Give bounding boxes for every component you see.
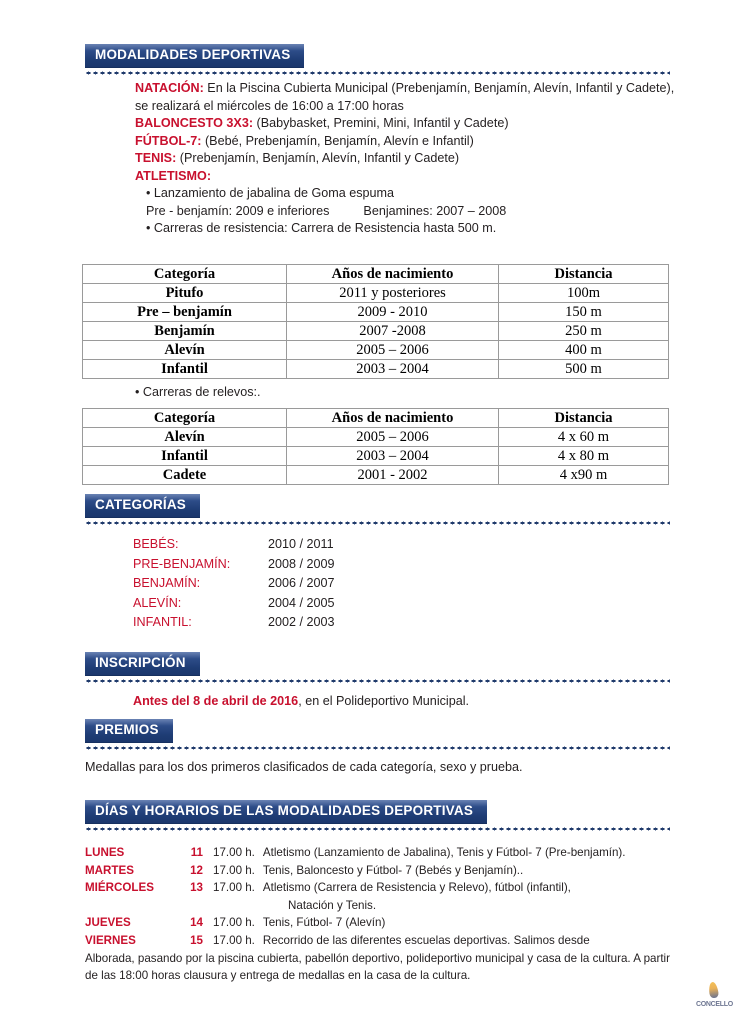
modalidad-natacion (135, 80, 680, 115)
cell-anos: 2005 – 2006 (287, 428, 499, 447)
schedule-description: Recorrido de las diferentes escuelas deportivas. Salimos desde (262, 933, 590, 947)
section-banner-premios: PREMIOS (85, 719, 173, 743)
schedule-description: Tenis, Fútbol- 7 (Alevín) (262, 916, 386, 930)
modalidad-text: En la Piscina Cubierta Municipal (Prebenjamín, Benjamín, Alevín, Infantil y Cadete), se realizará el miércoles de 16:00 a 17:00 horas (135, 81, 675, 113)
schedule-time: 17.00 h. (213, 916, 255, 930)
table-header-row (83, 265, 669, 284)
cell-anos: 2009 - 2010 (287, 303, 499, 322)
section-banner-categorias: CATEGORÍAS (85, 494, 200, 518)
inscripcion-text (133, 694, 469, 708)
schedule-description: Atletismo (Carrera de Resistencia y Relevo), fútbol (infantil), (262, 881, 571, 895)
schedule-day-number: 11 (190, 846, 203, 859)
schedule-time: 17.00 h. (213, 933, 255, 947)
caption-carreras-relevos: • Carreras de relevos:. (135, 385, 261, 399)
cell-anos: 2003 – 2004 (287, 447, 499, 466)
premios-text: Medallas para los dos primeros clasificados de cada categoría, sexo y prueba. (85, 760, 523, 774)
modalidad-baloncesto (135, 115, 680, 133)
cell-anos: 2007 -2008 (287, 322, 499, 341)
inscripcion-deadline: Antes del 8 de abril de 2016 (133, 694, 299, 708)
section-premios (85, 719, 670, 750)
schedule-day-name: JUEVES (85, 916, 131, 930)
modalidad-text: (Bebé, Prebenjamín, Benjamín, Alevín e Infantil) (204, 133, 474, 148)
table-row (83, 447, 669, 466)
schedule-day-name: MIÉRCOLES (85, 881, 154, 895)
schedule-row-viernes (85, 932, 670, 950)
table-row (83, 360, 669, 379)
schedule-time: 17.00 h. (213, 881, 255, 895)
section-banner-inscripcion: INSCRIPCIÓN (85, 652, 200, 676)
table-carreras-resistencia (82, 264, 669, 379)
dias-horarios-list (85, 844, 670, 985)
cell-categoria: Benjamín (83, 322, 287, 341)
schedule-description: Tenis, Baloncesto y Fútbol- 7 (Bebés y Benjamín).. (262, 863, 524, 877)
categoria-years: 2006 / 2007 (268, 576, 335, 591)
modalidad-label: FÚTBOL-7: (135, 133, 202, 148)
schedule-day-number: 13 (190, 881, 203, 895)
schedule-description: Atletismo (Lanzamiento de Jabalina), Tenis y Fútbol- 7 (Pre-benjamín). (262, 846, 626, 859)
schedule-row-miercoles (85, 879, 670, 897)
atletismo-edades (135, 203, 680, 221)
schedule-time: 17.00 h. (213, 863, 255, 877)
section-banner-dias-horarios: DÍAS Y HORARIOS DE LAS MODALIDADES DEPORTIVAS (85, 800, 487, 824)
cell-distancia: 4 x90 m (499, 466, 669, 485)
dotted-separator (85, 521, 670, 525)
categoria-label: BEBÉS: (133, 537, 179, 551)
table-carreras-relevos (82, 408, 669, 485)
schedule-day-name: MARTES (85, 863, 134, 877)
section-categorias (85, 494, 670, 525)
schedule-day-name: VIERNES (85, 933, 136, 947)
cell-categoria: Pitufo (83, 284, 287, 303)
schedule-row-jueves (85, 914, 670, 932)
table-row (83, 466, 669, 485)
categoria-years: 2010 / 2011 (268, 537, 334, 551)
categoria-years: 2002 / 2003 (268, 615, 335, 630)
cell-distancia: 500 m (499, 360, 669, 379)
modalidad-label: NATACIÓN: (135, 81, 204, 95)
table-header-distancia: Distancia (499, 265, 669, 284)
table-header-anos: Años de nacimiento (287, 265, 499, 284)
modalidad-futbol7 (135, 133, 680, 151)
dotted-separator (85, 679, 670, 683)
categoria-label: PRE-BENJAMÍN: (133, 556, 231, 571)
cell-distancia: 4 x 60 m (499, 428, 669, 447)
dotted-separator (85, 827, 670, 831)
section-inscripcion (85, 652, 670, 683)
table-row (83, 322, 669, 341)
list-item (133, 594, 335, 614)
categorias-list (133, 535, 335, 633)
concello-logo (694, 982, 734, 1018)
section-modalidades-deportivas (85, 44, 670, 75)
logo-wordmark: CONCELLO (696, 1001, 733, 1008)
schedule-row-lunes (85, 844, 670, 862)
cell-distancia: 150 m (499, 303, 669, 322)
section-dias-horarios (85, 800, 670, 831)
categoria-years: 2008 / 2009 (268, 556, 335, 571)
cell-categoria: Alevín (83, 341, 287, 360)
list-item (133, 535, 335, 555)
atletismo-bullet-jabalina: • Lanzamiento de jabalina de Goma espuma (146, 186, 395, 200)
modalidad-label: ATLETISMO: (135, 168, 212, 183)
atletismo-bullet-resistencia: • Carreras de resistencia: Carrera de Resistencia hasta 500 m. (146, 221, 497, 235)
inscripcion-location: , en el Polideportivo Municipal. (298, 694, 470, 708)
table-row (83, 303, 669, 322)
section-banner-modalidades: MODALIDADES DEPORTIVAS (85, 44, 304, 68)
cell-anos: 2011 y posteriores (287, 284, 499, 303)
cell-anos: 2001 - 2002 (287, 466, 499, 485)
modalidad-tenis (135, 150, 680, 168)
cell-categoria: Pre – benjamín (83, 303, 287, 322)
table-row (83, 428, 669, 447)
cell-categoria: Infantil (83, 447, 287, 466)
categoria-label: BENJAMÍN: (133, 576, 201, 591)
schedule-viernes-detail: Alborada, pasando por la piscina cubierta, pabellón deportivo, polideportivo municipal y casa de la cultura. A partir de las 18:00 horas clausura y entrega de medallas en la casa de la cultura. (85, 951, 670, 983)
schedule-day-number: 15 (190, 933, 203, 947)
cell-distancia: 250 m (499, 322, 669, 341)
list-item (133, 613, 335, 633)
table-header-row (83, 409, 669, 428)
cell-anos: 2005 – 2006 (287, 341, 499, 360)
categoria-label: INFANTIL: (133, 615, 192, 630)
table-row (83, 284, 669, 303)
modalidades-list (135, 80, 680, 238)
cell-distancia: 400 m (499, 341, 669, 360)
cell-categoria: Cadete (83, 466, 287, 485)
dotted-separator (85, 746, 670, 750)
table-header-categoria: Categoría (83, 265, 287, 284)
atletismo-pre-benjamin: Pre - benjamín: 2009 e inferiores (146, 203, 330, 218)
cell-distancia: 100m (499, 284, 669, 303)
table-header-categoria: Categoría (83, 409, 287, 428)
modalidad-atletismo (135, 168, 680, 186)
modalidad-text: (Babybasket, Premini, Mini, Infantil y Cadete) (256, 116, 509, 130)
cell-distancia: 4 x 80 m (499, 447, 669, 466)
table-header-distancia: Distancia (499, 409, 669, 428)
cell-anos: 2003 – 2004 (287, 360, 499, 379)
modalidad-text: (Prebenjamín, Benjamín, Alevín, Infantil y Cadete) (179, 151, 460, 165)
schedule-time: 17.00 h. (213, 846, 255, 859)
schedule-day-name: LUNES (85, 846, 125, 859)
modalidad-label: TENIS: (135, 151, 177, 165)
list-item (133, 574, 335, 594)
schedule-day-number: 12 (190, 863, 203, 877)
categoria-label: ALEVÍN: (133, 595, 182, 610)
dotted-separator (85, 71, 670, 75)
schedule-day-number: 14 (190, 916, 203, 930)
table-row (83, 341, 669, 360)
cell-categoria: Alevín (83, 428, 287, 447)
modalidad-label: BALONCESTO 3X3: (135, 116, 254, 130)
categoria-years: 2004 / 2005 (268, 595, 335, 610)
list-item (133, 555, 335, 575)
atletismo-benjamines: Benjamines: 2007 – 2008 (363, 203, 507, 218)
schedule-continuation-miercoles: Natación y Tenis. (288, 898, 377, 912)
schedule-row-martes (85, 862, 670, 880)
cell-categoria: Infantil (83, 360, 287, 379)
table-header-anos: Años de nacimiento (287, 409, 499, 428)
